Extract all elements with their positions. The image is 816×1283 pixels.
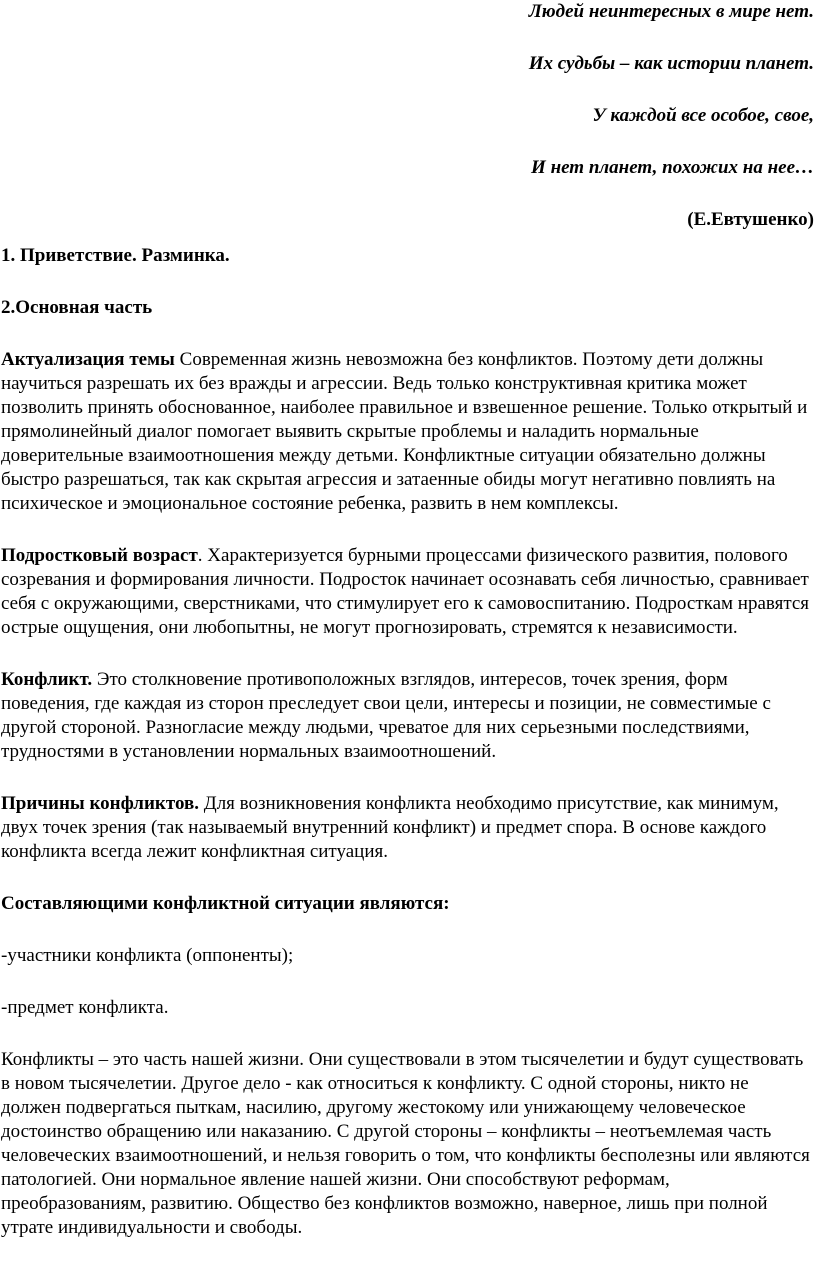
epigraph-line-1: Людей неинтересных в мире нет. — [528, 1, 814, 22]
paragraph-teen-age — [1, 544, 813, 640]
paragraph-lead: Подростковый возраст — [1, 545, 198, 566]
paragraph-closing: Конфликты – это часть нашей жизни. Они существовали в этом тысячелетии и будут существовать в новом тысячелетии. Другое дело - как относиться к конфликту. С одной стороны, никто не должен подвергаться пыткам, насилию, другому жестокому или унижающему человеческое достоинство обращению или наказанию. С другой стороны – конфликты – неотъемлемая часть человеческих взаимоотношений, и нельзя говорить о том, что конфликты бесполезны или являются патологией. Они нормальное явление нашей жизни. Они способствуют реформам, преобразованиям, развитию. Общество без конфликтов возможно, наверное, лишь при полной утрате индивидуальности и свободы. — [1, 1049, 810, 1238]
paragraph-causes — [1, 792, 813, 864]
paragraph-actualization — [1, 348, 813, 516]
epigraph-author: (Е.Евтушенко) — [687, 209, 814, 230]
epigraph-line-3: У каждой все особое, свое, — [592, 105, 814, 126]
epigraph-line-2: Их судьбы – как истории планет. — [528, 53, 814, 74]
paragraph-text: . Характеризуется бурными процессами физического развития, полового созревания и формирования личности. Подросток начинает осознавать себя личностью, сравнивает себя с окружающими, сверстниками, что стимулирует его к самовоспитанию. Подросткам нравятся острые ощущения, они любопытны, не могут прогнозировать, стремятся к независимости. — [1, 545, 810, 638]
list-item: -участники конфликта (оппоненты); — [1, 945, 294, 966]
components-heading-text: Составляющими конфликтной ситуации являются: — [1, 893, 450, 914]
paragraph-lead: Актуализация темы — [1, 349, 175, 370]
epigraph-line-4: И нет планет, похожих на нее… — [531, 157, 814, 178]
paragraph-lead: Конфликт. — [1, 669, 93, 690]
paragraph-conflict — [1, 668, 813, 764]
components-heading — [1, 892, 813, 916]
epigraph — [114, 0, 814, 232]
section-heading-greeting: 1. Приветствие. Разминка. — [1, 245, 230, 266]
list-item: -предмет конфликта. — [1, 997, 169, 1018]
paragraph-lead: Причины конфликтов. — [1, 793, 199, 814]
paragraph-text: Это столкновение противоположных взглядов, интересов, точек зрения, форм поведения, где каждая из сторон преследует свои цели, интересы и позиции, не совместимые с другой стороной. Разногласие между людьми, чреватое для них серьезными последствиями, трудностями в установлении нормальных взаимоотношений. — [1, 669, 771, 762]
document-body — [1, 244, 813, 1240]
paragraph-text: Для возникновения конфликта необходимо присутствие, как минимум, двух точек зрения (так называемый внутренний конфликт) и предмет спора. В основе каждого конфликта всегда лежит конфликтная ситуация. — [1, 793, 779, 862]
paragraph-text: Современная жизнь невозможна без конфликтов. Поэтому дети должны научиться разрешать их без вражды и агрессии. Ведь только конструктивная критика может позволить принять обоснованное, наиболее правильное и взвешенное решение. Только открытый и прямолинейный диалог помогает выявить скрытые проблемы и наладить нормальные доверительные взаимоотношения между детьми. Конфликтные ситуации обязательно должны быстро разрешаться, так как скрытая агрессия и затаенные обиды могут негативно повлиять на психическое и эмоциональное состояние ребенка, развить в нем комплексы. — [1, 349, 808, 514]
section-heading-main: 2.Основная часть — [1, 297, 153, 318]
